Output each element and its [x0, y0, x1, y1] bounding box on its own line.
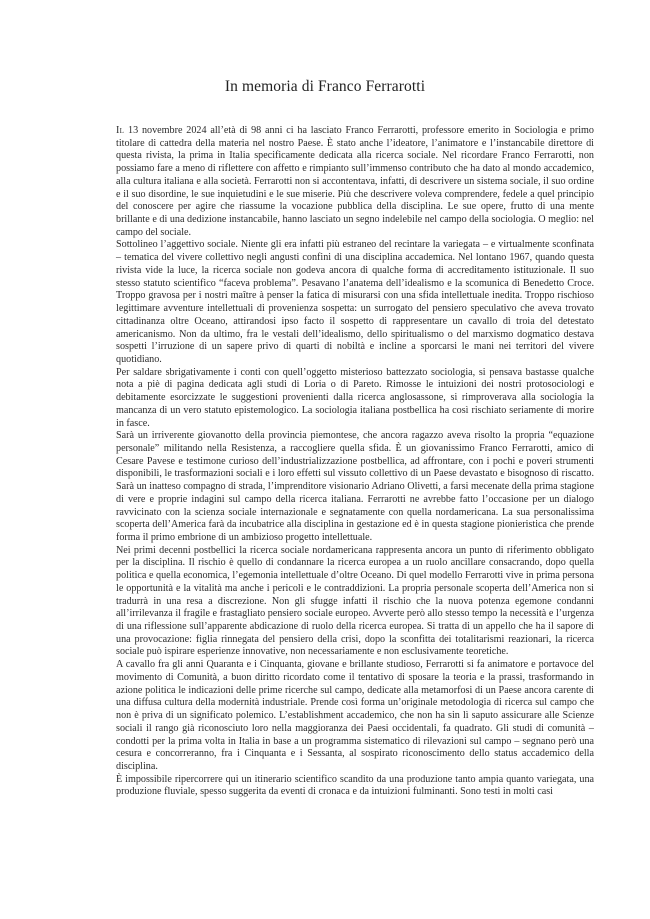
paragraph-4: Sarà un irriverente giovanotto della provincia piemontese, che ancora ragazzo aveva risolto la propria “equazione personale” militando nella Resistenza, a raccogliere quella sfida. È un giovanissimo Franco Ferrarotti, amico di Cesare Pavese e testimone curioso dell’industrializzazione postbellica, ad affrontare, con i pochi e poveri strumenti disponibili, le trasformazioni sociali e i loro effetti sul vissuto collettivo di un Paese devastato e bisognoso di riscatto. Sarà un inatteso compagno di strada, l’imprenditore visionario Adriano Olivetti, a farsi mecenate della prima stagione di vere e proprie indagini sul campo della ricerca italiana. Ferrarotti ne avrebbe fatto l’occasione per un dialogo ravvicinato con la scienza sociale internazionale e segnatamente con quella nordamericana. La sua personalissima scoperta dell’America farà da incubatrice alla disciplina in gestazione ed è in questa stagione pionieristica che prende forma il primo embrione di un ambizioso progetto intellettuale. — [116, 430, 594, 543]
article-title: In memoria di Franco Ferrarotti — [224, 78, 426, 95]
paragraph-2: Sottolineo l’aggettivo sociale. Niente gli era infatti più estraneo del recintare la variegata – e virtualmente sconfinata – tematica del vivere collettivo negli angusti confini di una disciplina accademica. Nel lontano 1967, quando questa rivista vide la luce, la ricerca sociale non godeva ancora di qualche forma di accreditamento istituzionale. Il suo stesso statuto scientifico “faceva problema”. Pesavano l’anatema dell’idealismo e la scomunica di Benedetto Croce. Troppo gravosa per i nostri maître à penser la fatica di misurarsi con una sfida intellettuale inedita. Troppo rischioso legittimare avventure intellettuali di provenienza sospetta: un surrogato del pensiero speculativo che aveva trovato cittadinanza oltre Oceano, attirandosi ipso facto il sospetto di rappresentare un cavallo di troia del detestato americanismo. Non da ultimo, fra le vestali dell’idealismo, dello spiritualismo o del marxismo dogmatico destava sospetti l’irruzione di un sapere privo di quarti di nobiltà e incline a sporcarsi le mani nei territori del vivere quotidiano. — [116, 239, 594, 365]
article-body — [116, 125, 594, 799]
paragraph-5: Nei primi decenni postbellici la ricerca sociale nordamericana rappresenta ancora un punto di riferimento obbligato per la disciplina. Il rischio è quello di condannare la ricerca europea a un ruolo ancillare consacrando, dopo quella politica e quella economica, l’egemonia intellettuale d’oltre Oceano. Di quel modello Ferrarotti vive in prima persona le opportunità e la vitalità ma anche i pericoli e le contraddizioni. La propria personale scoperta dell’America non si tradurrà in una resa a discrezione. Non gli sfugge infatti il rischio che la nuova potenza egemone condanni all’irrilevanza il fragile e frastagliato pensiero sociale europeo. Avverte però allo stesso tempo la necessità e l’urgenza di una riflessione sull’apparente abdicazione di ruolo della ricerca europea. Si tratta di un appello che ha il sapore di una provocazione: figlia rinnegata del pensiero della crisi, dopo la sconfitta dei totalitarismi reazionari, la ricerca sociale può ispirare esperienze innovative, non necessariamente e non esclusivamente teoretiche. — [116, 544, 594, 658]
drop-word: Il — [116, 125, 125, 136]
paragraph-7: È impossibile ripercorrere qui un itinerario scientifico scandito da una produzione tanto ampia quanto variegata, una produzione fluviale, spesso suggerita da eventi di cronaca e da intuizioni fulminanti. Sono testi in molti casi — [116, 773, 594, 798]
paragraph-1-text: 13 novembre 2024 all’età di 98 anni ci ha lasciato Franco Ferrarotti, professore emerito in Sociologia e primo titolare di cattedra della materia nel nostro Paese. È stato anche l’ideatore, l’animatore e l’instancabile direttore di questa rivista, la prima in Italia specificamente dedicata alla ricerca sociale. Nel ricordare Franco Ferrarotti, non possiamo fare a meno di riflettere con affetto e rimpianto sull’immenso contributo che ha dato al mondo accademico, alla cultura italiana e alla società. Ferrarotti non si accontentava, infatti, di descrivere un sistema sociale, il suo ordine e il suo disordine, le sue inquietudini e le sue miserie. Più che descrivere voleva comprendere, fedele a quel principio del conoscere per agire che riassume la vocazione pubblica della disciplina. Le sue opere, frutto di una mente brillante e di una dedizione instancabile, hanno lasciato un segno indelebile nel campo della sociologia. O meglio: nel campo del sociale. — [116, 125, 594, 238]
paragraph-6: A cavallo fra gli anni Quaranta e i Cinquanta, giovane e brillante studioso, Ferrarotti si fa animatore e portavoce del movimento di Comunità, a buon diritto ricordato come il tentativo di sposare la teoria e la prassi, trasformando in azione politica le indicazioni delle prime ricerche sul campo, dedicate alla metamorfosi di un Paese ancora carente di una diffusa cultura della modernità industriale. Prende così forma un’originale metodologia di ricerca sul campo che non è priva di un significato polemico. L’establishment accademico, che non ha sin lì saputo assicurare alle Scienze sociali il rango già riconosciuto loro nella maggioranza dei Paesi occidentali, fa quadrato. Gli studi di comunità – condotti per la prima volta in Italia in base a un programma sistematico di rilevazioni sul campo – segnano però una cesura e concorreranno, fra i Cinquanta e i Sessanta, al sospirato riconoscimento dello status accademico della disciplina. — [116, 659, 594, 772]
paragraph-3: Per saldare sbrigativamente i conti con quell’oggetto misterioso battezzato sociologia, si pensava bastasse qualche nota a piè di pagina dedicata agli studi di Loria o di Pareto. Rimosse le intuizioni dei nostri protosociologi e debitamente esorcizzate le suggestioni provenienti dalla ricerca anglosassone, si rimproverava alla sociologia la mancanza di un vero statuto epistemologico. La sociologia italiana postbellica ha così rischiato seriamente di morire in fasce. — [116, 366, 594, 429]
paragraph-1 — [116, 125, 594, 239]
